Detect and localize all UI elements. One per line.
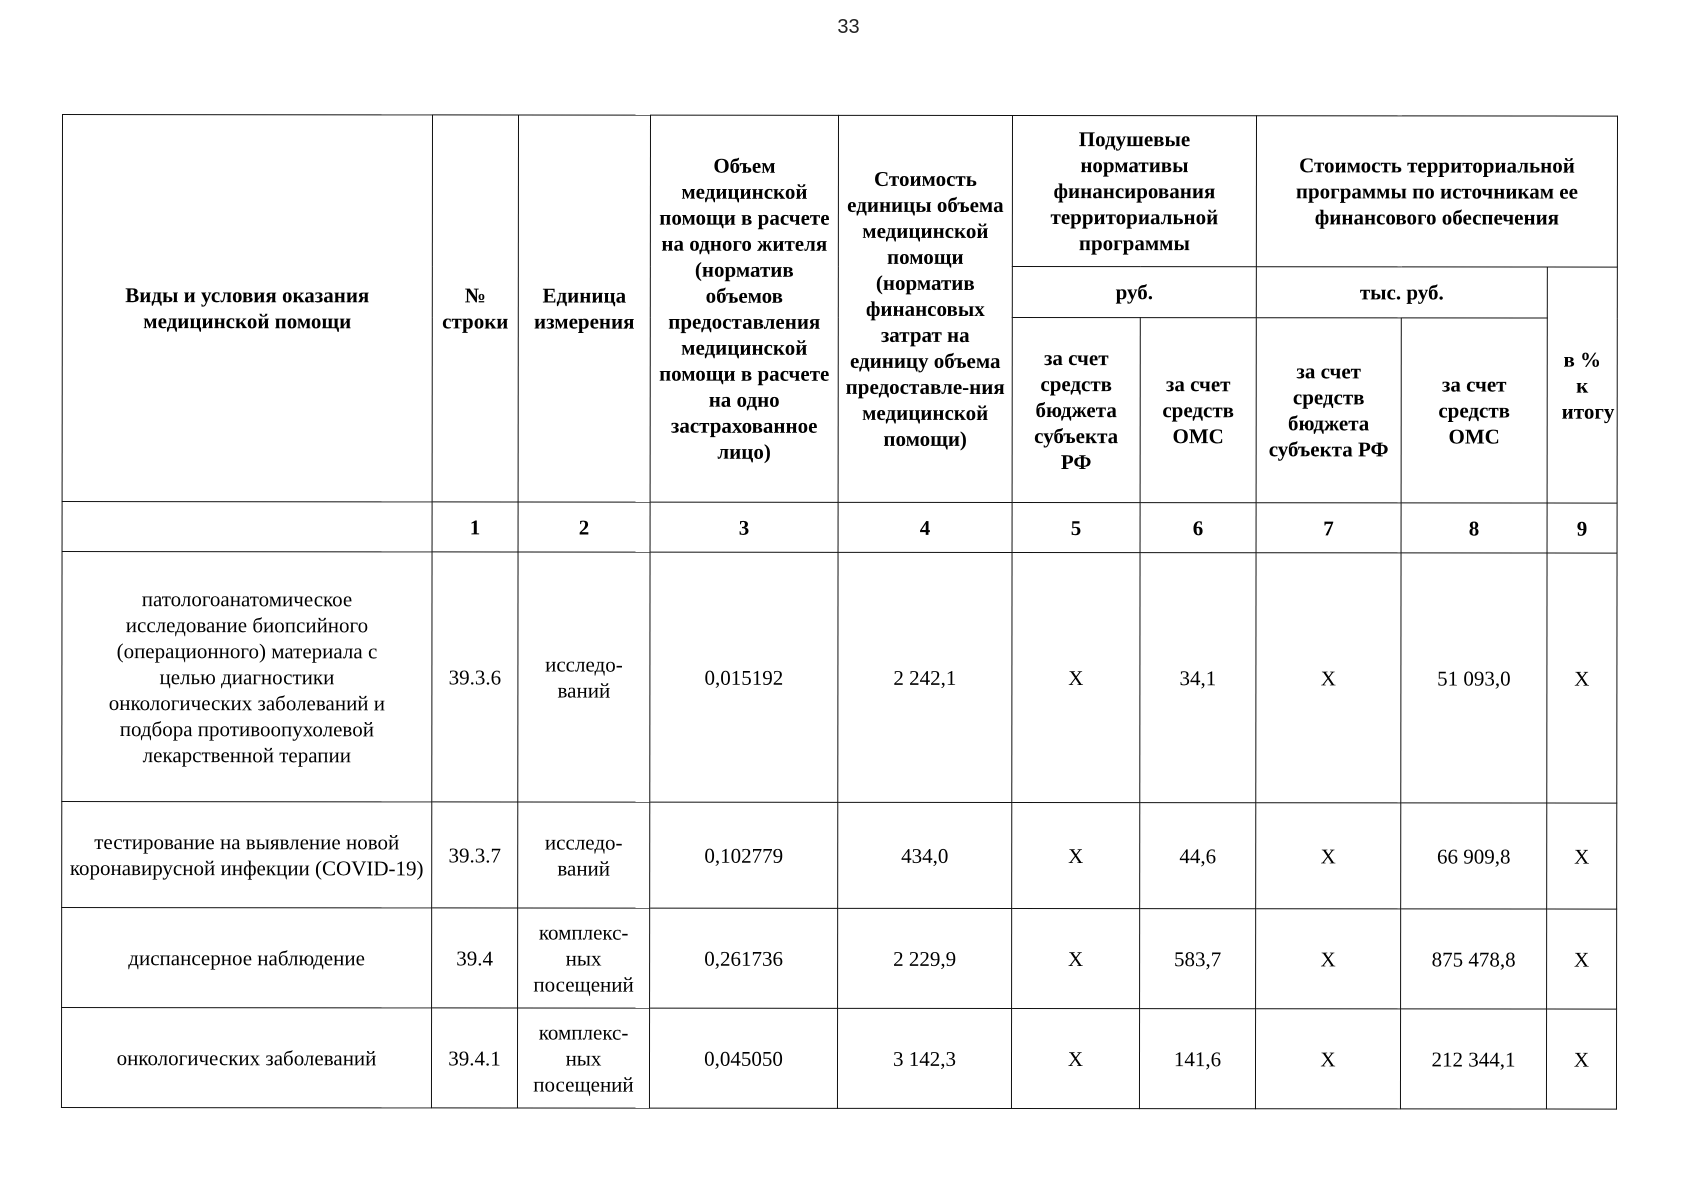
- header-unit-rub: руб.: [1012, 266, 1256, 317]
- row-number: 39.4: [432, 908, 518, 1008]
- row-cost: 2 229,9: [838, 908, 1012, 1008]
- column-number: [62, 502, 432, 552]
- row-col9: Х: [1546, 1009, 1616, 1109]
- row-col9: Х: [1547, 553, 1617, 803]
- header-col5: за счет средств бюджета субъекта РФ: [1012, 317, 1140, 502]
- column-number: 5: [1012, 502, 1140, 552]
- row-unit: исследо-ваний: [518, 552, 650, 802]
- row-volume: 0,102779: [650, 802, 838, 908]
- column-number: 7: [1256, 503, 1401, 553]
- header-col7: за счет средств бюджета субъекта РФ: [1256, 318, 1401, 503]
- row-col6: 583,7: [1140, 909, 1256, 1009]
- row-type: патологоанатомическое исследование биопсийного (операционного) материала с целью диагностики онкологических заболеваний и подбора противоопухолевой лекарственной терапии: [62, 552, 432, 802]
- row-unit: исследо-ваний: [518, 802, 650, 908]
- page-number: 33: [837, 16, 860, 38]
- header-volume: Объем медицинской помощи в расчете на одного жителя (норматив объемов предоставления медицинской помощи в расчете на одно застрахованное лицо): [650, 115, 838, 502]
- row-col7: Х: [1256, 803, 1401, 909]
- row-col5: Х: [1012, 552, 1140, 802]
- row-cost: 2 242,1: [838, 552, 1012, 802]
- header-type: Виды и условия оказания медицинской помощи: [62, 115, 432, 502]
- row-number: 39.4.1: [431, 1008, 517, 1108]
- header-unit-thous-rub: тыс. руб.: [1256, 267, 1547, 318]
- column-number: 8: [1401, 503, 1547, 553]
- header-row-no: № строки: [432, 115, 518, 502]
- row-type: тестирование на выявление новой коронавирусной инфекции (COVID-19): [62, 802, 432, 908]
- row-col8: 51 093,0: [1401, 553, 1547, 803]
- header-col8: за счет средств ОМС: [1401, 318, 1547, 503]
- table-row: [61, 1008, 1616, 1110]
- table-row: [62, 802, 1617, 910]
- row-col9: Х: [1547, 803, 1617, 909]
- row-col6: 141,6: [1139, 1009, 1255, 1109]
- row-col7: Х: [1255, 1009, 1400, 1109]
- row-type: диспансерное наблюдение: [62, 908, 432, 1008]
- column-number: 6: [1140, 503, 1256, 553]
- row-type: онкологических заболеваний: [61, 1008, 431, 1108]
- row-volume: 0,045050: [649, 1008, 837, 1108]
- row-col9: Х: [1547, 909, 1617, 1009]
- column-number: 2: [518, 502, 650, 552]
- header-cost: Стоимость единицы объема медицинской помощи (норматив финансовых затрат на единицу объема предоставле-ния медицинской помощи): [838, 115, 1012, 502]
- table-row: [62, 552, 1617, 804]
- row-col8: 875 478,8: [1401, 909, 1547, 1009]
- row-col5: Х: [1012, 802, 1140, 908]
- row-col8: 66 909,8: [1401, 803, 1547, 909]
- table-row: [62, 908, 1617, 1010]
- column-number: 3: [650, 502, 838, 552]
- header-col6: за счет средств ОМС: [1140, 318, 1256, 503]
- column-number: 1: [432, 502, 518, 552]
- row-cost: 434,0: [838, 802, 1012, 908]
- row-volume: 0,261736: [650, 908, 838, 1008]
- row-volume: 0,015192: [650, 552, 838, 802]
- row-col6: 34,1: [1140, 553, 1256, 803]
- row-number: 39.3.7: [432, 802, 518, 908]
- row-number: 39.3.6: [432, 552, 518, 802]
- header-unit: Единица измерения: [518, 115, 650, 502]
- row-cost: 3 142,3: [837, 1008, 1011, 1108]
- column-numbers-row: [62, 502, 1617, 554]
- header-pct: в % к итогу: [1547, 267, 1617, 503]
- financing-table: [61, 114, 1618, 1110]
- row-unit: комплекс-ных посещений: [517, 1008, 649, 1108]
- row-col7: Х: [1256, 909, 1401, 1009]
- row-unit: комплекс-ных посещений: [518, 908, 650, 1008]
- row-col5: Х: [1012, 908, 1140, 1008]
- row-col6: 44,6: [1140, 803, 1256, 909]
- row-col8: 212 344,1: [1400, 1009, 1546, 1109]
- column-number: 4: [838, 502, 1012, 552]
- header-program-cost-group: Стоимость территориальной программы по источникам ее финансового обеспечения: [1256, 116, 1617, 267]
- column-number: 9: [1547, 503, 1617, 553]
- header-per-capita-group: Подушевые нормативы финансирования территориальной программы: [1012, 115, 1256, 266]
- row-col5: Х: [1011, 1008, 1139, 1108]
- row-col7: Х: [1256, 553, 1401, 803]
